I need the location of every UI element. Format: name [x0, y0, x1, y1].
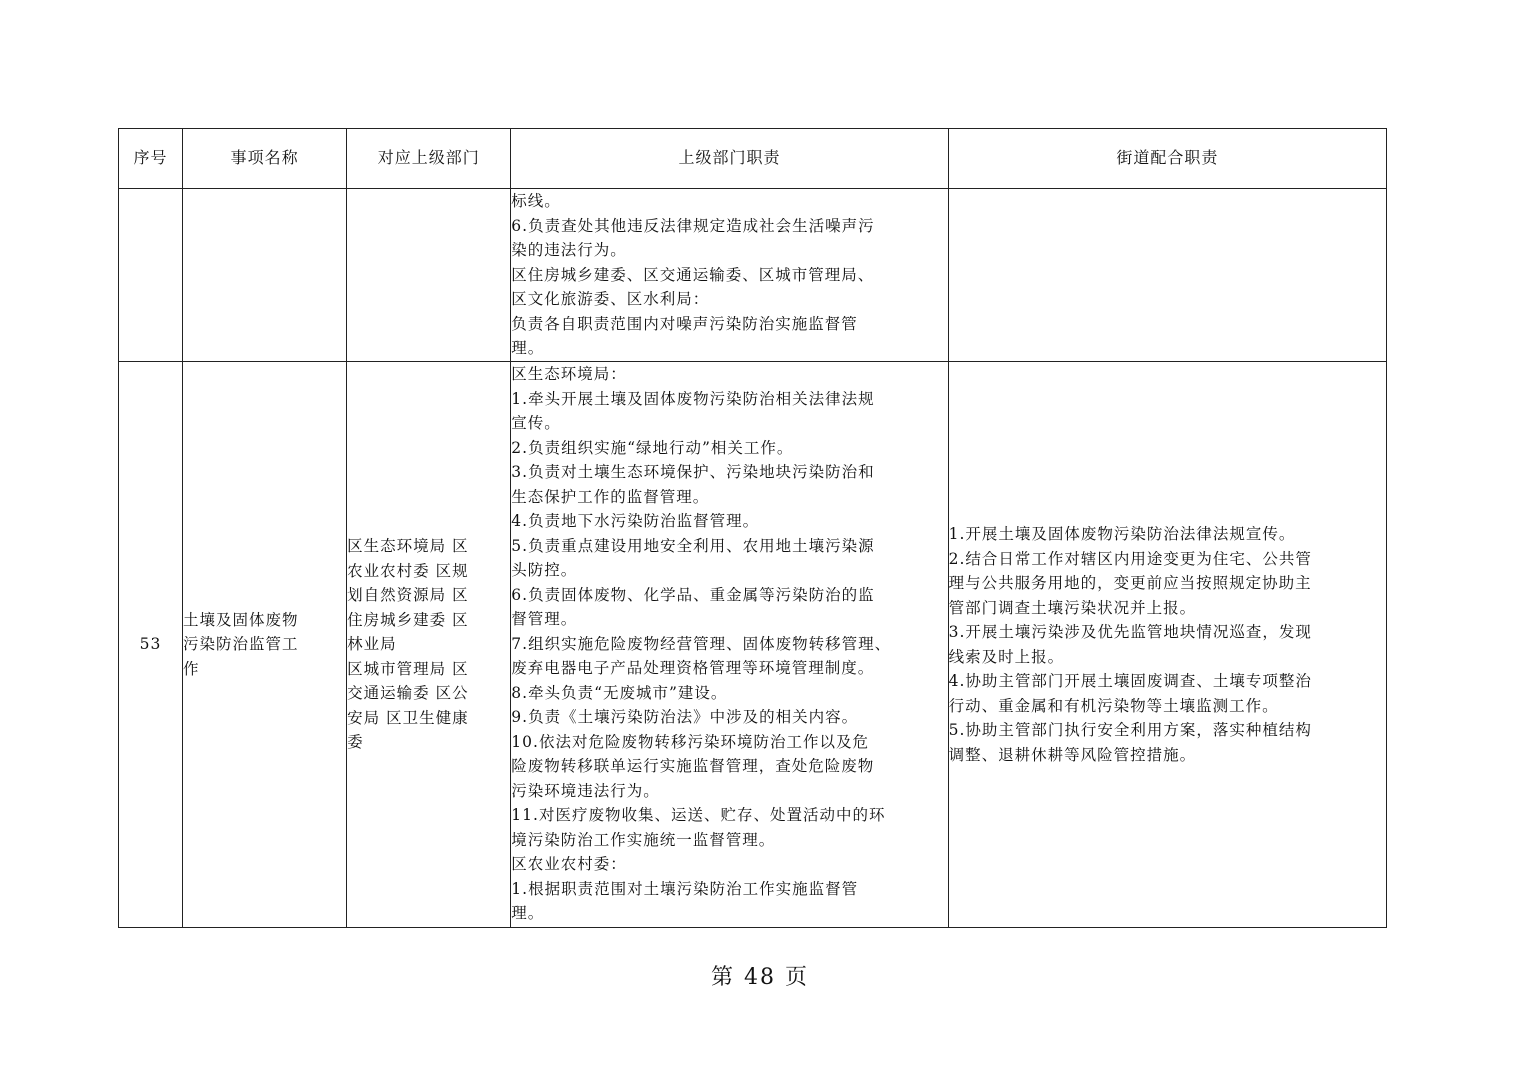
table-header-row	[119, 129, 1387, 189]
duty-table	[118, 128, 1387, 928]
text-line: 负责各自职责范围内对噪声污染防治实施监督管	[511, 314, 858, 333]
text-line: 委	[347, 733, 364, 752]
text-line: 调整、退耕休耕等风险管控措施。	[948, 745, 1197, 764]
text-line: 4.协助主管部门开展土壤固废调查、土壤专项整治	[948, 672, 1312, 690]
text-line: 2.结合日常工作对辖区内用途变更为住宅、公共管	[948, 549, 1312, 568]
text-line: 头防控。	[511, 561, 578, 579]
text-line: 8.牵头负责“无废城市”建设。	[511, 683, 728, 702]
text-line: 污染环境违法行为。	[511, 781, 660, 800]
street-duties-cell	[948, 362, 1386, 928]
header-superior-duties: 上级部门职责	[511, 129, 948, 189]
header-item-name: 事项名称	[183, 129, 347, 189]
text-line: 4.负责地下水污染防治监督管理。	[511, 512, 760, 530]
text-line: 2.负责组织实施“绿地行动”相关工作。	[511, 438, 794, 457]
text-line: 3.开展土壤污染涉及优先监管地块情况巡查，发现	[948, 623, 1312, 641]
text-line: 险废物转移联单运行实施监督管理，查处危险废物	[511, 757, 875, 775]
page-number: 第 48 页	[711, 965, 809, 990]
text-line: 5.协助主管部门执行安全利用方案，落实种植结构	[948, 721, 1312, 739]
text-line: 区文化旅游委、区水利局：	[511, 290, 710, 308]
text-line: 生态保护工作的监督管理。	[511, 487, 710, 506]
text-line: 林业局	[347, 635, 397, 654]
text-line: 废弃电器电子产品处理资格管理等环境管理制度。	[511, 659, 875, 677]
text-line: 管部门调查土壤污染状况并上报。	[948, 598, 1197, 617]
text-line: 3.负责对土壤生态环境保护、污染地块污染防治和	[511, 463, 875, 481]
text-line: 安局 区卫生健康	[347, 708, 469, 727]
text-line: 理。	[511, 339, 545, 357]
item-name-cell	[183, 189, 347, 362]
text-line: 区生态环境局 区	[347, 537, 469, 556]
serial-number-cell: 53	[119, 362, 183, 928]
header-superior-department: 对应上级部门	[347, 129, 511, 189]
text-line: 染的违法行为。	[511, 241, 627, 259]
text-line: 1.根据职责范围对土壤污染防治工作实施监督管	[511, 879, 859, 898]
table-row	[119, 362, 1387, 928]
text-line: 9.负责《土壤污染防治法》中涉及的相关内容。	[511, 708, 859, 726]
street-duties-cell	[948, 189, 1386, 362]
text-line: 宣传。	[511, 414, 561, 432]
text-line: 线索及时上报。	[948, 647, 1065, 666]
text-line: 住房城乡建委 区	[347, 610, 469, 629]
serial-number-cell	[119, 189, 183, 362]
text-line: 交通运输委 区公	[347, 684, 469, 703]
text-line: 10.依法对危险废物转移污染环境防治工作以及危	[511, 732, 869, 751]
text-line: 1.牵头开展土壤及固体废物污染防治相关法律法规	[511, 389, 875, 408]
text-line: 标线。	[511, 192, 561, 210]
text-line: 7.组织实施危险废物经营管理、固体废物转移管理、	[511, 634, 892, 653]
table-row	[119, 189, 1387, 362]
text-line: 督管理。	[511, 610, 578, 628]
department-cell	[347, 189, 511, 362]
text-line: 5.负责重点建设用地安全利用、农用地土壤污染源	[511, 536, 875, 555]
header-street-duties: 街道配合职责	[948, 129, 1386, 189]
text-line: 理与公共服务用地的，变更前应当按照规定协助主	[948, 574, 1312, 592]
superior-duties-cell	[511, 362, 948, 928]
text-line: 11.对医疗废物收集、运送、贮存、处置活动中的环	[511, 806, 886, 824]
text-line: 污染防治监管工	[183, 635, 299, 654]
text-line: 理。	[511, 904, 545, 922]
text-line: 行动、重金属和有机污染物等土壤监测工作。	[948, 696, 1279, 715]
text-line: 1.开展土壤及固体废物污染防治法律法规宣传。	[948, 525, 1296, 543]
department-cell	[347, 362, 511, 928]
text-line: 6.负责查处其他违反法律规定造成社会生活噪声污	[511, 216, 875, 235]
text-line: 区农业农村委：	[511, 855, 627, 873]
text-line: 区住房城乡建委、区交通运输委、区城市管理局、	[511, 265, 875, 284]
text-line: 作	[183, 659, 200, 678]
text-line: 划自然资源局 区	[347, 586, 469, 605]
text-line: 境污染防治工作实施统一监督管理。	[511, 830, 776, 849]
text-line: 6.负责固体废物、化学品、重金属等污染防治的监	[511, 585, 875, 604]
text-line: 农业农村委 区规	[347, 561, 469, 580]
text-line: 土壤及固体废物	[183, 610, 299, 629]
header-serial-number: 序号	[119, 129, 183, 189]
superior-duties-cell	[511, 189, 948, 362]
item-name-cell	[183, 362, 347, 928]
text-line: 区城市管理局 区	[347, 659, 469, 678]
text-line: 区生态环境局：	[511, 365, 627, 383]
